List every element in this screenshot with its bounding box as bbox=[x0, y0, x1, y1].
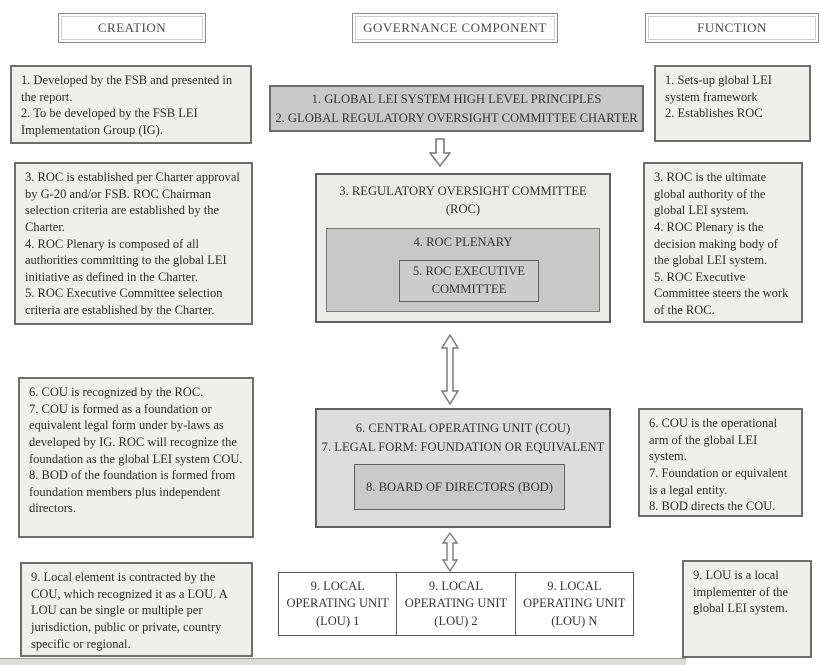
box-line: OPERATING UNIT bbox=[286, 596, 389, 611]
box-line: 3. REGULATORY OVERSIGHT COMMITTEE bbox=[339, 184, 587, 198]
box-line: 1. GLOBAL LEI SYSTEM HIGH LEVEL PRINCIPLES bbox=[311, 91, 602, 106]
note-item: 2. To be developed by the FSB LEI Implementation Group (IG). bbox=[21, 106, 198, 137]
box-line: 5. ROC EXECUTIVE bbox=[412, 264, 526, 279]
note-item: 4. ROC Plenary is the decision making body of the global LEI system. bbox=[654, 219, 778, 268]
note-item: 1. Sets-up global LEI system framework bbox=[665, 73, 772, 104]
cutoff-bottom-element bbox=[0, 658, 686, 665]
box-line: (LOU) 2 bbox=[434, 613, 478, 628]
creation-note-principles bbox=[10, 65, 252, 144]
note-item: 8. BOD directs the COU. bbox=[649, 499, 776, 514]
box-line: (LOU) 1 bbox=[315, 613, 360, 628]
note-item: 1. Developed by the FSB and presented in the report. bbox=[21, 73, 233, 104]
note-item: 4. ROC Plenary is composed of all authorities committing to the global LEI initiative as defined in the Charter. bbox=[25, 236, 227, 284]
note-item: 6. COU is the operational arm of the global LEI system. bbox=[649, 416, 778, 464]
note-item: 7. Foundation or equivalent is a legal entity. bbox=[649, 465, 788, 497]
box-roc-executive-committee bbox=[399, 260, 539, 302]
box-line: OPERATING UNIT bbox=[404, 596, 508, 611]
box-central-operating-unit bbox=[315, 408, 611, 528]
column-header-governance-component: GOVERNANCE COMPONENT bbox=[352, 13, 558, 43]
cou-title bbox=[317, 410, 609, 457]
column-header-function: FUNCTION bbox=[645, 13, 819, 43]
down-arrow-icon bbox=[429, 138, 451, 168]
note-item: 9. LOU is a local implementer of the global LEI system. bbox=[693, 568, 789, 616]
creation-note-cou bbox=[18, 377, 254, 538]
note-item: 7. COU is formed as a foundation or equivalent legal form under by-laws as developed by IG. ROC will recognize the foundation as the global LEI system COU. bbox=[29, 401, 243, 466]
note-item: 6. COU is recognized by the ROC. bbox=[29, 385, 204, 399]
box-line: 2. GLOBAL REGULATORY OVERSIGHT COMMITTEE CHARTER bbox=[275, 110, 638, 125]
function-note-cou bbox=[638, 408, 803, 517]
box-line: 9. LOCAL bbox=[547, 578, 602, 593]
double-headed-arrow-icon bbox=[440, 532, 460, 572]
function-note-principles bbox=[654, 65, 811, 142]
box-line: (ROC) bbox=[445, 202, 481, 217]
creation-note-roc bbox=[14, 162, 253, 325]
roc-title bbox=[317, 175, 609, 219]
note-item: 2. Establishes ROC bbox=[665, 106, 763, 121]
box-line: 8. BOARD OF DIRECTORS (BOD) bbox=[366, 479, 553, 494]
note-item: 9. Local element is contracted by the COU, which recognized it as a LOU. A LOU can be single or multiple per jurisdiction, public or private, country specific or regional. bbox=[31, 570, 228, 651]
box-line: (LOU) N bbox=[551, 613, 598, 628]
box-regulatory-oversight-committee bbox=[315, 173, 611, 323]
note-item: 3. ROC is the ultimate global authority of the global LEI system. bbox=[654, 170, 767, 218]
box-line: COMMITTEE bbox=[431, 282, 507, 296]
note-item: 5. ROC Executive Committee steers the work of the ROC. bbox=[654, 269, 789, 317]
box-line: 9. LOCAL bbox=[310, 578, 365, 593]
box-line: 4. ROC PLENARY bbox=[413, 235, 513, 249]
box-local-operating-unit-1 bbox=[279, 573, 397, 635]
lou-units-row bbox=[278, 572, 634, 636]
function-note-roc bbox=[643, 162, 803, 323]
box-line: 7. LEGAL FORM: FOUNDATION OR EQUIVALENT bbox=[321, 439, 605, 454]
creation-note-lou bbox=[20, 562, 253, 657]
box-local-operating-unit-2 bbox=[397, 573, 515, 635]
box-line: 6. CENTRAL OPERATING UNIT (COU) bbox=[355, 421, 571, 435]
box-line: OPERATING UNIT bbox=[523, 596, 626, 611]
box-board-of-directors bbox=[354, 464, 565, 510]
double-headed-arrow-icon bbox=[440, 334, 460, 405]
box-local-operating-unit-n bbox=[516, 573, 633, 635]
note-item: 8. BOD of the foundation is formed from foundation members plus independent directors. bbox=[29, 468, 236, 516]
box-high-level-principles-charter bbox=[269, 85, 644, 132]
box-roc-plenary bbox=[326, 228, 600, 312]
function-note-lou bbox=[682, 560, 812, 658]
note-item: 3. ROC is established per Charter approval by G-20 and/or FSB. ROC Chairman selection criteria are established by the Charter. bbox=[25, 170, 240, 234]
column-header-creation: CREATION bbox=[58, 13, 206, 43]
box-line: 9. LOCAL bbox=[428, 578, 484, 593]
note-item: 5. ROC Executive Committee selection criteria are established by the Charter. bbox=[25, 286, 223, 317]
